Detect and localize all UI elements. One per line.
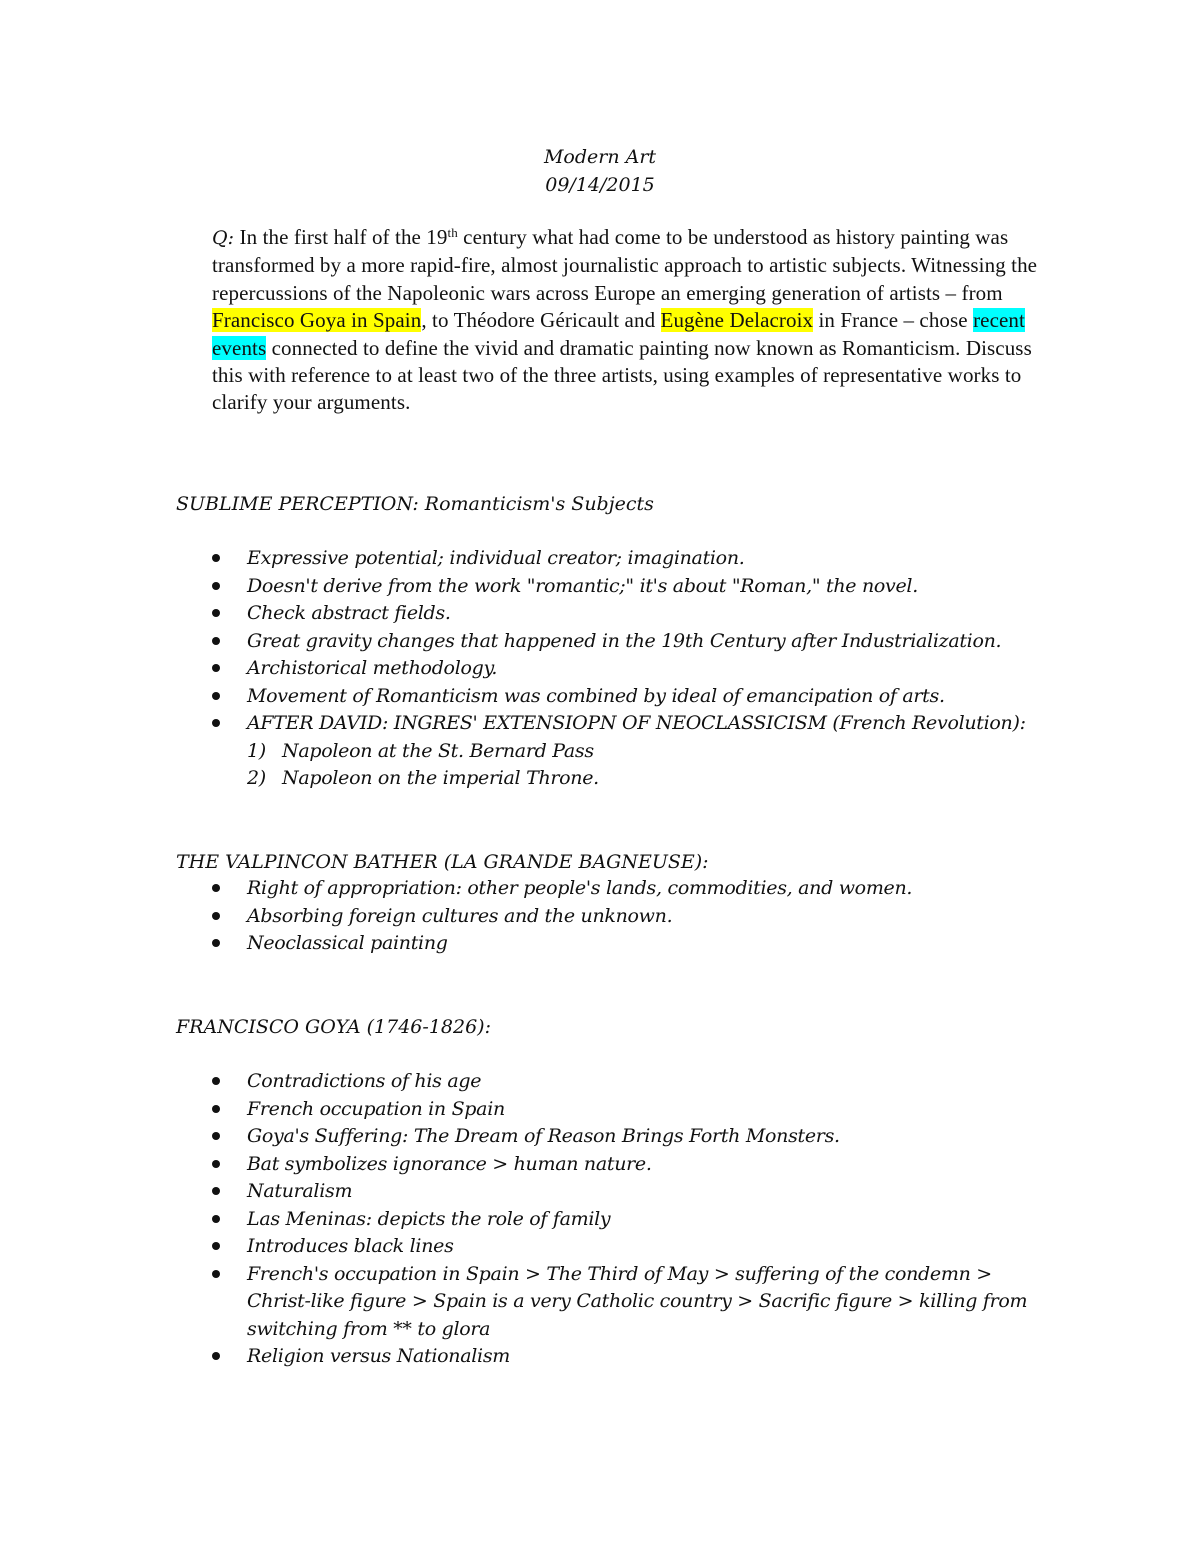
bullet-icon — [212, 1105, 220, 1113]
question-text-2: century what had come to be understood as history painting was transformed by a more rapid-fire, almost journalistic approach to artistic subjects. Witnessing the repercussions of the Napoleonic wars across Europe an emerging generation of artists – from — [212, 225, 1038, 305]
numbered-sublist — [247, 738, 1052, 793]
list-item: Great gravity changes that happened in the 19th Century after Industrialization. — [212, 628, 1052, 656]
section-list-sublime — [212, 545, 1052, 793]
bullet-icon — [212, 692, 220, 700]
list-item: Movement of Romanticism was combined by ideal of emancipation of arts. — [212, 683, 1052, 711]
section-heading-goya: FRANCISCO GOYA (1746-1826): — [176, 1016, 491, 1038]
document-header — [0, 143, 1200, 199]
list-item: Introduces black lines — [212, 1233, 1052, 1261]
section-list-goya — [212, 1068, 1052, 1371]
bullet-icon — [212, 719, 220, 727]
list-item: AFTER DAVID: INGRES' EXTENSIOPN OF NEOCLASSICISM (French Revolution): 1) Napoleon at the St. Bernard Pass 2) Napoleon on the imperial Throne. — [212, 710, 1052, 793]
bullet-icon — [212, 609, 220, 617]
bullet-icon — [212, 1187, 220, 1195]
bullet-icon — [212, 1132, 220, 1140]
list-item: Check abstract fields. — [212, 600, 1052, 628]
highlight-recent-events: recent events — [212, 308, 1025, 360]
bullet-icon — [212, 1160, 220, 1168]
question-text-5: connected to define the vivid and dramatic painting now known as Romanticism. Discuss this with reference to at least two of the three artists, using examples of representative works to clarify your arguments. — [212, 335, 1032, 415]
list-item: Expressive potential; individual creator; imagination. — [212, 545, 1052, 573]
course-title: Modern Art — [543, 146, 657, 168]
list-item: French's occupation in Spain > The Third of May > suffering of the condemn > Christ-like figure > Spain is a very Catholic country > Sacrific figure > killing from switching from ** to glora — [212, 1261, 1052, 1344]
bullet-icon — [212, 582, 220, 590]
ordinal-suffix: th — [447, 225, 458, 240]
highlight-goya: Francisco Goya in Spain — [212, 308, 422, 333]
list-item: Absorbing foreign cultures and the unknown. — [212, 903, 1052, 931]
bullet-icon — [212, 664, 220, 672]
list-item: Las Meninas: depicts the role of family — [212, 1206, 1052, 1234]
list-item: Neoclassical painting — [212, 930, 1052, 958]
bullet-icon — [212, 1352, 220, 1360]
question-label: Q: — [212, 227, 235, 249]
lecture-date: 09/14/2015 — [545, 174, 655, 196]
list-item: Doesn't derive from the work "romantic;" it's about "Roman," the novel. — [212, 573, 1052, 601]
section-heading-valpincon: THE VALPINCON BATHER (LA GRANDE BAGNEUSE): — [176, 851, 709, 873]
numbered-item: 2) Napoleon on the imperial Throne. — [247, 767, 599, 789]
bullet-icon — [212, 1242, 220, 1250]
question-text-3: , to Théodore Géricault and — [421, 308, 661, 333]
bullet-icon — [212, 1270, 220, 1278]
bullet-icon — [212, 554, 220, 562]
bullet-icon — [212, 637, 220, 645]
section-heading-sublime: SUBLIME PERCEPTION: Romanticism's Subjects — [176, 493, 654, 515]
list-item: Archistorical methodology. — [212, 655, 1052, 683]
section-list-valpincon — [212, 875, 1052, 958]
list-item: Bat symbolizes ignorance > human nature. — [212, 1151, 1052, 1179]
bullet-icon — [212, 884, 220, 892]
list-item: Right of appropriation: other people's lands, commodities, and women. — [212, 875, 1052, 903]
list-item: Goya's Suffering: The Dream of Reason Brings Forth Monsters. — [212, 1123, 1052, 1151]
list-item: French occupation in Spain — [212, 1096, 1052, 1124]
bullet-icon — [212, 1215, 220, 1223]
question-text-4: in France – chose — [813, 308, 974, 333]
highlight-delacroix: Eugène Delacroix — [660, 308, 814, 333]
bullet-icon — [212, 912, 220, 920]
bullet-icon — [212, 1077, 220, 1085]
essay-question — [212, 224, 1042, 417]
list-item: Contradictions of his age — [212, 1068, 1052, 1096]
list-item: Naturalism — [212, 1178, 1052, 1206]
question-text-1: In the first half of the 19 — [234, 225, 448, 249]
numbered-item: 1) Napoleon at the St. Bernard Pass — [247, 739, 594, 762]
bullet-icon — [212, 939, 220, 947]
list-item: Religion versus Nationalism — [212, 1343, 1052, 1371]
